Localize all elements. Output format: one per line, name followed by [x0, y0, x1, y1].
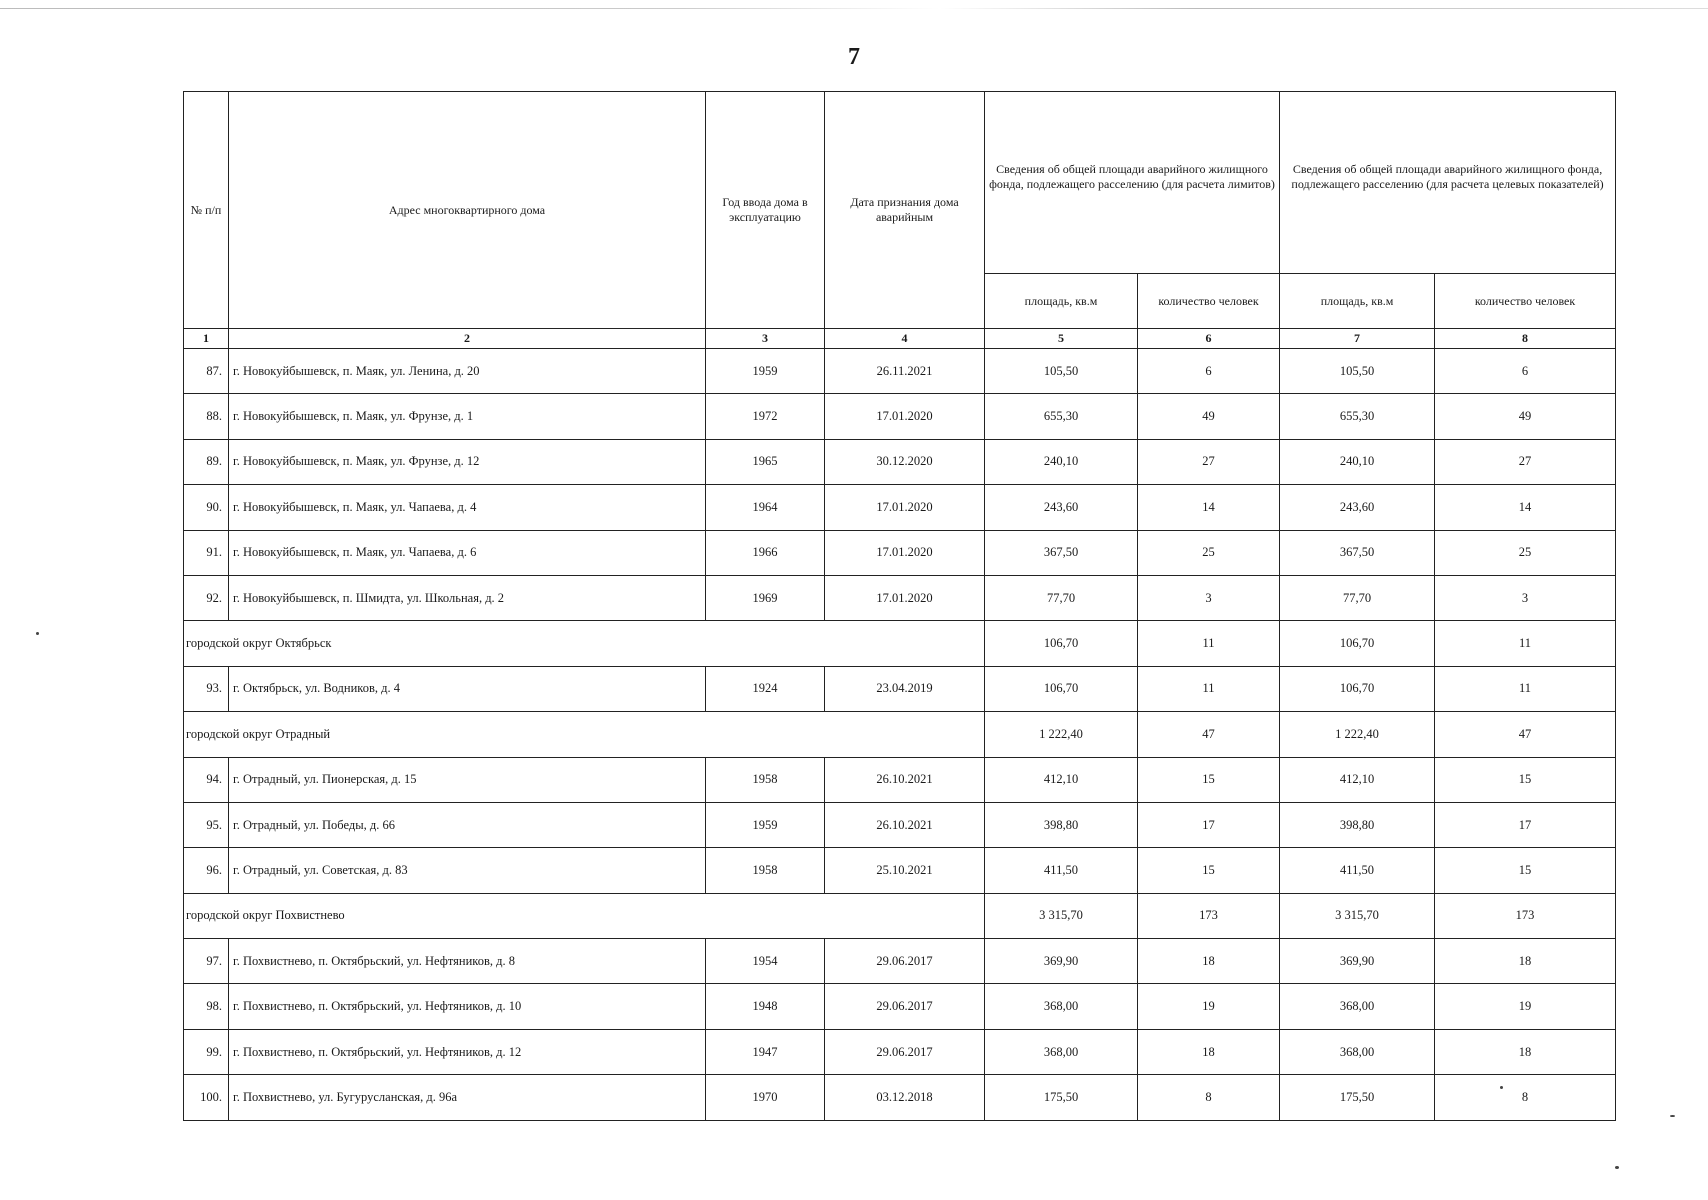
row-date: 26.10.2021 — [825, 802, 985, 847]
district-subtotal-row — [184, 712, 1616, 757]
row-num: 92. — [184, 575, 229, 620]
row-people-targets: 18 — [1435, 1029, 1616, 1074]
row-year: 1965 — [706, 439, 825, 484]
district-subtotal-row — [184, 893, 1616, 938]
row-area-limits: 77,70 — [985, 575, 1138, 620]
scan-edge-line — [0, 8, 1708, 9]
table-row — [184, 1029, 1616, 1074]
row-year: 1958 — [706, 757, 825, 802]
row-area-limits: 367,50 — [985, 530, 1138, 575]
district-subtotal-row — [184, 621, 1616, 666]
row-area-limits: 105,50 — [985, 349, 1138, 394]
header-row-main — [184, 92, 1616, 274]
row-address: г. Отрадный, ул. Пионерская, д. 15 — [229, 757, 706, 802]
row-num: 93. — [184, 666, 229, 711]
row-num: 95. — [184, 802, 229, 847]
district-people-targets: 11 — [1435, 621, 1616, 666]
row-people-targets: 11 — [1435, 666, 1616, 711]
column-index: 1 — [184, 329, 229, 349]
row-address: г. Отрадный, ул. Советская, д. 83 — [229, 848, 706, 893]
row-people-limits: 11 — [1138, 666, 1280, 711]
row-people-targets: 19 — [1435, 984, 1616, 1029]
table-row — [184, 757, 1616, 802]
district-people-targets: 173 — [1435, 893, 1616, 938]
row-year: 1970 — [706, 1075, 825, 1120]
header-num: № п/п — [184, 92, 229, 329]
district-name: городской округ Октябрьск — [184, 621, 985, 666]
header-people-targets: количество человек — [1435, 274, 1616, 329]
row-people-targets: 14 — [1435, 485, 1616, 530]
row-area-targets: 368,00 — [1280, 984, 1435, 1029]
row-area-targets: 105,50 — [1280, 349, 1435, 394]
row-people-targets: 15 — [1435, 757, 1616, 802]
column-index: 8 — [1435, 329, 1616, 349]
table-row — [184, 394, 1616, 439]
scan-speck — [1615, 1166, 1619, 1169]
table-row — [184, 439, 1616, 484]
row-area-limits: 412,10 — [985, 757, 1138, 802]
row-num: 96. — [184, 848, 229, 893]
row-area-targets: 240,10 — [1280, 439, 1435, 484]
header-group-targets: Сведения об общей площади аварийного жилищного фонда, подлежащего расселению (для расчета целевых показателей) — [1280, 92, 1616, 274]
row-people-targets: 6 — [1435, 349, 1616, 394]
page-number: 7 — [848, 44, 860, 70]
row-date: 29.06.2017 — [825, 1029, 985, 1074]
header-address: Адрес многоквартирного дома — [229, 92, 706, 329]
district-area-targets: 106,70 — [1280, 621, 1435, 666]
district-area-limits: 106,70 — [985, 621, 1138, 666]
row-year: 1959 — [706, 349, 825, 394]
row-area-targets: 367,50 — [1280, 530, 1435, 575]
row-date: 25.10.2021 — [825, 848, 985, 893]
table-row — [184, 984, 1616, 1029]
row-people-targets: 49 — [1435, 394, 1616, 439]
column-index: 3 — [706, 329, 825, 349]
table-row — [184, 485, 1616, 530]
table-row — [184, 575, 1616, 620]
column-index: 6 — [1138, 329, 1280, 349]
column-index: 4 — [825, 329, 985, 349]
row-num: 99. — [184, 1029, 229, 1074]
row-address: г. Новокуйбышевск, п. Маяк, ул. Ленина, д. 20 — [229, 349, 706, 394]
row-year: 1958 — [706, 848, 825, 893]
header-people-limits: количество человек — [1138, 274, 1280, 329]
row-people-limits: 15 — [1138, 848, 1280, 893]
row-address: г. Новокуйбышевск, п. Маяк, ул. Чапаева, д. 4 — [229, 485, 706, 530]
district-people-limits: 11 — [1138, 621, 1280, 666]
district-people-limits: 173 — [1138, 893, 1280, 938]
row-address: г. Новокуйбышевск, п. Маяк, ул. Фрунзе, д. 12 — [229, 439, 706, 484]
district-area-limits: 1 222,40 — [985, 712, 1138, 757]
row-area-targets: 412,10 — [1280, 757, 1435, 802]
row-area-targets: 106,70 — [1280, 666, 1435, 711]
row-address: г. Похвистнево, п. Октябрьский, ул. Нефтяников, д. 12 — [229, 1029, 706, 1074]
row-people-limits: 25 — [1138, 530, 1280, 575]
row-area-targets: 411,50 — [1280, 848, 1435, 893]
row-people-targets: 8 — [1435, 1075, 1616, 1120]
row-people-targets: 25 — [1435, 530, 1616, 575]
table-row — [184, 802, 1616, 847]
row-date: 17.01.2020 — [825, 530, 985, 575]
row-area-limits: 106,70 — [985, 666, 1138, 711]
header-area-targets: площадь, кв.м — [1280, 274, 1435, 329]
scan-speck — [1670, 1115, 1675, 1117]
row-address: г. Похвистнево, п. Октябрьский, ул. Нефтяников, д. 10 — [229, 984, 706, 1029]
row-people-targets: 27 — [1435, 439, 1616, 484]
table-row — [184, 666, 1616, 711]
scan-speck — [36, 632, 39, 635]
row-people-targets: 15 — [1435, 848, 1616, 893]
emergency-housing-table — [183, 91, 1616, 1121]
row-area-limits: 368,00 — [985, 1029, 1138, 1074]
row-date: 17.01.2020 — [825, 575, 985, 620]
row-area-limits: 240,10 — [985, 439, 1138, 484]
table-row — [184, 1075, 1616, 1120]
row-year: 1954 — [706, 939, 825, 984]
row-address: г. Отрадный, ул. Победы, д. 66 — [229, 802, 706, 847]
district-area-targets: 3 315,70 — [1280, 893, 1435, 938]
row-date: 29.06.2017 — [825, 984, 985, 1029]
table-row — [184, 939, 1616, 984]
row-num: 97. — [184, 939, 229, 984]
row-num: 87. — [184, 349, 229, 394]
row-area-targets: 368,00 — [1280, 1029, 1435, 1074]
district-people-limits: 47 — [1138, 712, 1280, 757]
row-date: 26.10.2021 — [825, 757, 985, 802]
row-date: 29.06.2017 — [825, 939, 985, 984]
row-area-limits: 368,00 — [985, 984, 1138, 1029]
row-year: 1948 — [706, 984, 825, 1029]
district-area-targets: 1 222,40 — [1280, 712, 1435, 757]
row-num: 94. — [184, 757, 229, 802]
row-people-limits: 19 — [1138, 984, 1280, 1029]
header-area-limits: площадь, кв.м — [985, 274, 1138, 329]
row-area-limits: 398,80 — [985, 802, 1138, 847]
row-address: г. Новокуйбышевск, п. Шмидта, ул. Школьная, д. 2 — [229, 575, 706, 620]
header-group-limits: Сведения об общей площади аварийного жилищного фонда, подлежащего расселению (для расчета лимитов) — [985, 92, 1280, 274]
row-area-targets: 77,70 — [1280, 575, 1435, 620]
row-people-limits: 3 — [1138, 575, 1280, 620]
row-people-limits: 17 — [1138, 802, 1280, 847]
row-people-limits: 14 — [1138, 485, 1280, 530]
column-index: 2 — [229, 329, 706, 349]
row-address: г. Похвистнево, ул. Бугурусланская, д. 96а — [229, 1075, 706, 1120]
row-area-targets: 243,60 — [1280, 485, 1435, 530]
row-people-limits: 8 — [1138, 1075, 1280, 1120]
district-people-targets: 47 — [1435, 712, 1616, 757]
table-row — [184, 848, 1616, 893]
row-num: 88. — [184, 394, 229, 439]
row-num: 89. — [184, 439, 229, 484]
row-num: 98. — [184, 984, 229, 1029]
row-people-limits: 27 — [1138, 439, 1280, 484]
row-people-limits: 6 — [1138, 349, 1280, 394]
row-date: 30.12.2020 — [825, 439, 985, 484]
row-date: 17.01.2020 — [825, 394, 985, 439]
row-people-limits: 18 — [1138, 1029, 1280, 1074]
table-row — [184, 349, 1616, 394]
row-people-limits: 15 — [1138, 757, 1280, 802]
row-area-targets: 175,50 — [1280, 1075, 1435, 1120]
row-num: 90. — [184, 485, 229, 530]
table-row — [184, 530, 1616, 575]
row-year: 1964 — [706, 485, 825, 530]
row-date: 03.12.2018 — [825, 1075, 985, 1120]
row-num: 91. — [184, 530, 229, 575]
row-date: 23.04.2019 — [825, 666, 985, 711]
row-year: 1966 — [706, 530, 825, 575]
row-area-limits: 411,50 — [985, 848, 1138, 893]
row-area-targets: 369,90 — [1280, 939, 1435, 984]
row-year: 1947 — [706, 1029, 825, 1074]
row-people-targets: 3 — [1435, 575, 1616, 620]
row-area-limits: 655,30 — [985, 394, 1138, 439]
header-year: Год ввода дома в эксплуатацию — [706, 92, 825, 329]
row-date: 26.11.2021 — [825, 349, 985, 394]
row-year: 1924 — [706, 666, 825, 711]
row-address: г. Октябрьск, ул. Водников, д. 4 — [229, 666, 706, 711]
row-address: г. Новокуйбышевск, п. Маяк, ул. Чапаева, д. 6 — [229, 530, 706, 575]
row-address: г. Новокуйбышевск, п. Маяк, ул. Фрунзе, д. 1 — [229, 394, 706, 439]
row-area-limits: 369,90 — [985, 939, 1138, 984]
row-year: 1959 — [706, 802, 825, 847]
scan-speck — [1500, 1086, 1503, 1089]
district-area-limits: 3 315,70 — [985, 893, 1138, 938]
header-row-indices — [184, 329, 1616, 349]
header-date: Дата признания дома аварийным — [825, 92, 985, 329]
row-area-limits: 175,50 — [985, 1075, 1138, 1120]
district-name: городской округ Отрадный — [184, 712, 985, 757]
district-name: городской округ Похвистнево — [184, 893, 985, 938]
column-index: 7 — [1280, 329, 1435, 349]
row-people-targets: 17 — [1435, 802, 1616, 847]
row-area-targets: 655,30 — [1280, 394, 1435, 439]
row-people-limits: 18 — [1138, 939, 1280, 984]
row-num: 100. — [184, 1075, 229, 1120]
column-index: 5 — [985, 329, 1138, 349]
row-date: 17.01.2020 — [825, 485, 985, 530]
row-people-limits: 49 — [1138, 394, 1280, 439]
row-area-limits: 243,60 — [985, 485, 1138, 530]
row-address: г. Похвистнево, п. Октябрьский, ул. Нефтяников, д. 8 — [229, 939, 706, 984]
row-area-targets: 398,80 — [1280, 802, 1435, 847]
row-year: 1972 — [706, 394, 825, 439]
row-year: 1969 — [706, 575, 825, 620]
row-people-targets: 18 — [1435, 939, 1616, 984]
